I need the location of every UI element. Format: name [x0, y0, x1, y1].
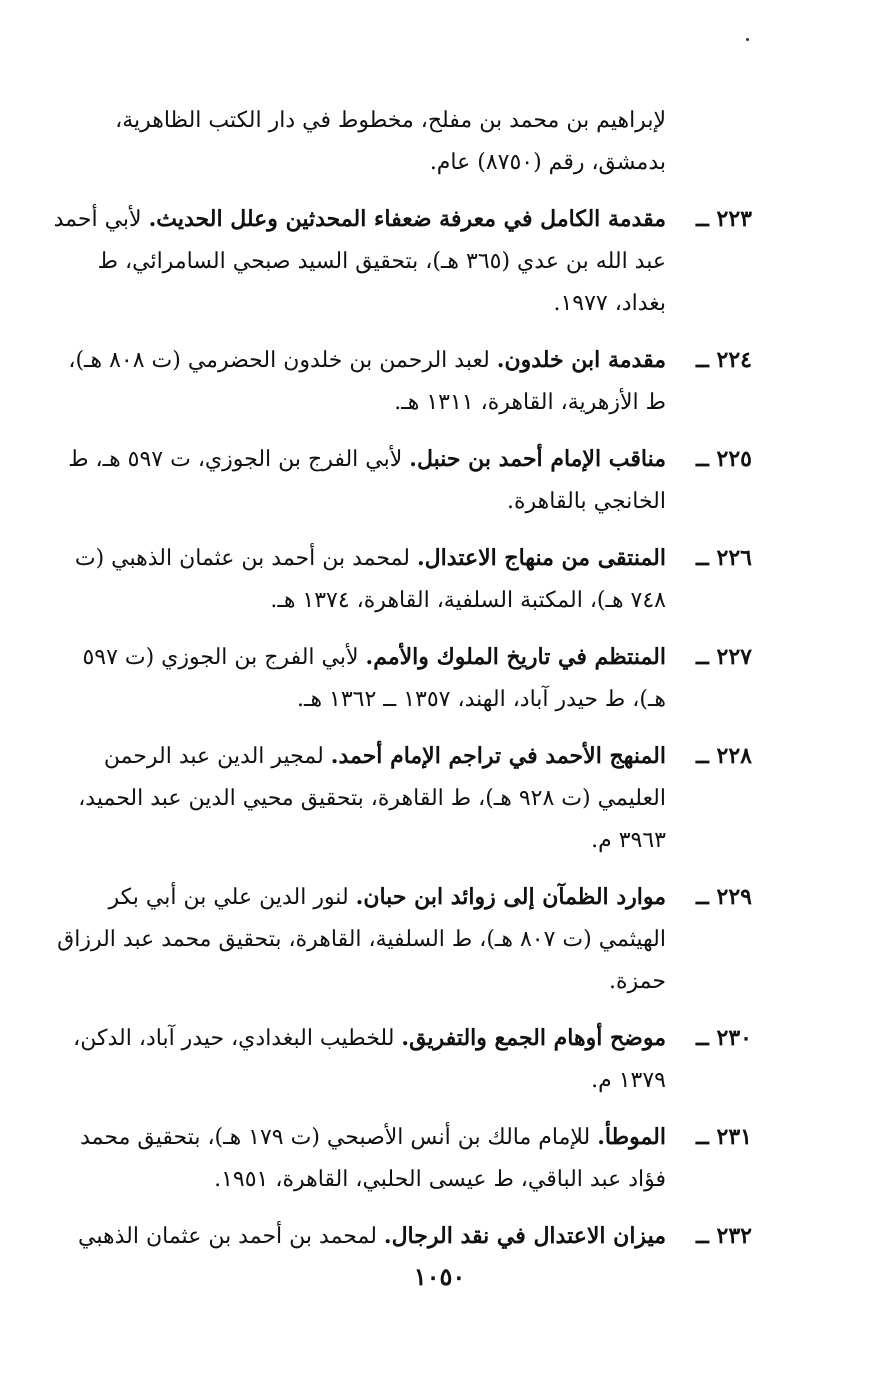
entry-details: لأبي أحمد عبد الله بن عدي (٣٦٥ هـ)، بتحقيق السيد صبحي السامرائي، ط بغداد، ١٩٧٧. — [53, 207, 666, 316]
bibliography-entry — [52, 1215, 752, 1258]
entry-details: لمجير الدين عبد الرحمن العليمي (ت ٩٢٨ هـ)، ط القاهرة، بتحقيق محيي الدين عبد الحميد، ٣٩٦٣ م. — [78, 744, 666, 853]
entry-details: لأبي الفرج بن الجوزي (ت ٥٩٧ هـ)، ط حيدر آباد، الهند، ١٣٥٧ ــ ١٣٦٢ هـ. — [82, 645, 666, 712]
bibliography-entry — [52, 438, 752, 523]
page-number: ١٠٥٠ — [413, 1262, 466, 1291]
continued-entry-text: لإبراهيم بن محمد بن مفلح، مخطوط في دار الكتب الظاهرية، بدمشق، رقم (٨٧٥٠) عام. — [115, 108, 666, 175]
speck-mark — [746, 38, 749, 41]
entry-number: ٢٢٨ ــ — [695, 743, 752, 769]
bibliography-entry — [52, 636, 752, 721]
entry-details: لمحمد بن أحمد بن عثمان الذهبي — [78, 1224, 377, 1249]
entry-title: المنهج الأحمد في تراجم الإمام أحمد. — [330, 743, 666, 769]
entry-details: للإمام مالك بن أنس الأصبحي (ت ١٧٩ هـ)، بتحقيق محمد فؤاد عبد الباقي، ط عيسى الحلبي، القاهرة، ١٩٥١. — [80, 1125, 666, 1192]
entry-number: ٢٢٥ ــ — [695, 446, 752, 472]
entry-title: المنتقى من منهاج الاعتدال. — [417, 545, 666, 571]
bibliography-entry — [52, 1017, 752, 1102]
entry-number: ٢٢٩ ــ — [695, 884, 752, 910]
bibliography-entry — [52, 198, 752, 325]
entry-title: مقدمة ابن خلدون. — [496, 347, 666, 373]
entry-number: ٢٣٢ ــ — [695, 1223, 752, 1249]
entry-title: مناقب الإمام أحمد بن حنبل. — [409, 446, 666, 472]
entry-title: ميزان الاعتدال في نقد الرجال. — [383, 1223, 666, 1249]
bibliography-entry — [52, 1116, 752, 1201]
entry-details: لعبد الرحمن بن خلدون الحضرمي (ت ٨٠٨ هـ)، ط الأزهرية، القاهرة، ١٣١١ هـ. — [68, 348, 666, 415]
entry-number: ٢٢٦ ــ — [695, 545, 752, 571]
entry-number: ٢٣٠ ــ — [695, 1025, 752, 1051]
entry-title: موارد الظمآن إلى زوائد ابن حبان. — [355, 884, 666, 910]
entry-title: الموطأ. — [597, 1124, 666, 1150]
entry-details: للخطيب البغدادي، حيدر آباد، الدكن، ١٣٧٩ م. — [73, 1026, 666, 1093]
bibliography-entry — [52, 339, 752, 424]
bibliography-entry — [52, 735, 752, 862]
entry-details: لأبي الفرج بن الجوزي، ت ٥٩٧ هـ، ط الخانجي بالقاهرة. — [68, 447, 666, 514]
entry-title: المنتظم في تاريخ الملوك والأمم. — [365, 644, 666, 670]
entry-number: ٢٢٧ ــ — [695, 644, 752, 670]
entry-title: موضح أوهام الجمع والتفريق. — [401, 1025, 666, 1051]
entry-details: لنور الدين علي بن أبي بكر الهيثمي (ت ٨٠٧ هـ)، ط السلفية، القاهرة، بتحقيق محمد عبد الرزاق حمزة. — [57, 885, 666, 994]
bibliography-list — [52, 100, 752, 1272]
entry-number: ٢٢٤ ــ — [695, 347, 752, 373]
bibliography-entry — [52, 876, 752, 1003]
entry-number: ٢٣١ ــ — [695, 1124, 752, 1150]
entry-details: لمحمد بن أحمد بن عثمان الذهبي (ت ٧٤٨ هـ)، المكتبة السلفية، القاهرة، ١٣٧٤ هـ. — [74, 546, 666, 613]
bibliography-entry — [52, 537, 752, 622]
entry-title: مقدمة الكامل في معرفة ضعفاء المحدثين وعلل الحديث. — [148, 206, 666, 232]
entry-number: ٢٢٣ ــ — [695, 206, 752, 232]
